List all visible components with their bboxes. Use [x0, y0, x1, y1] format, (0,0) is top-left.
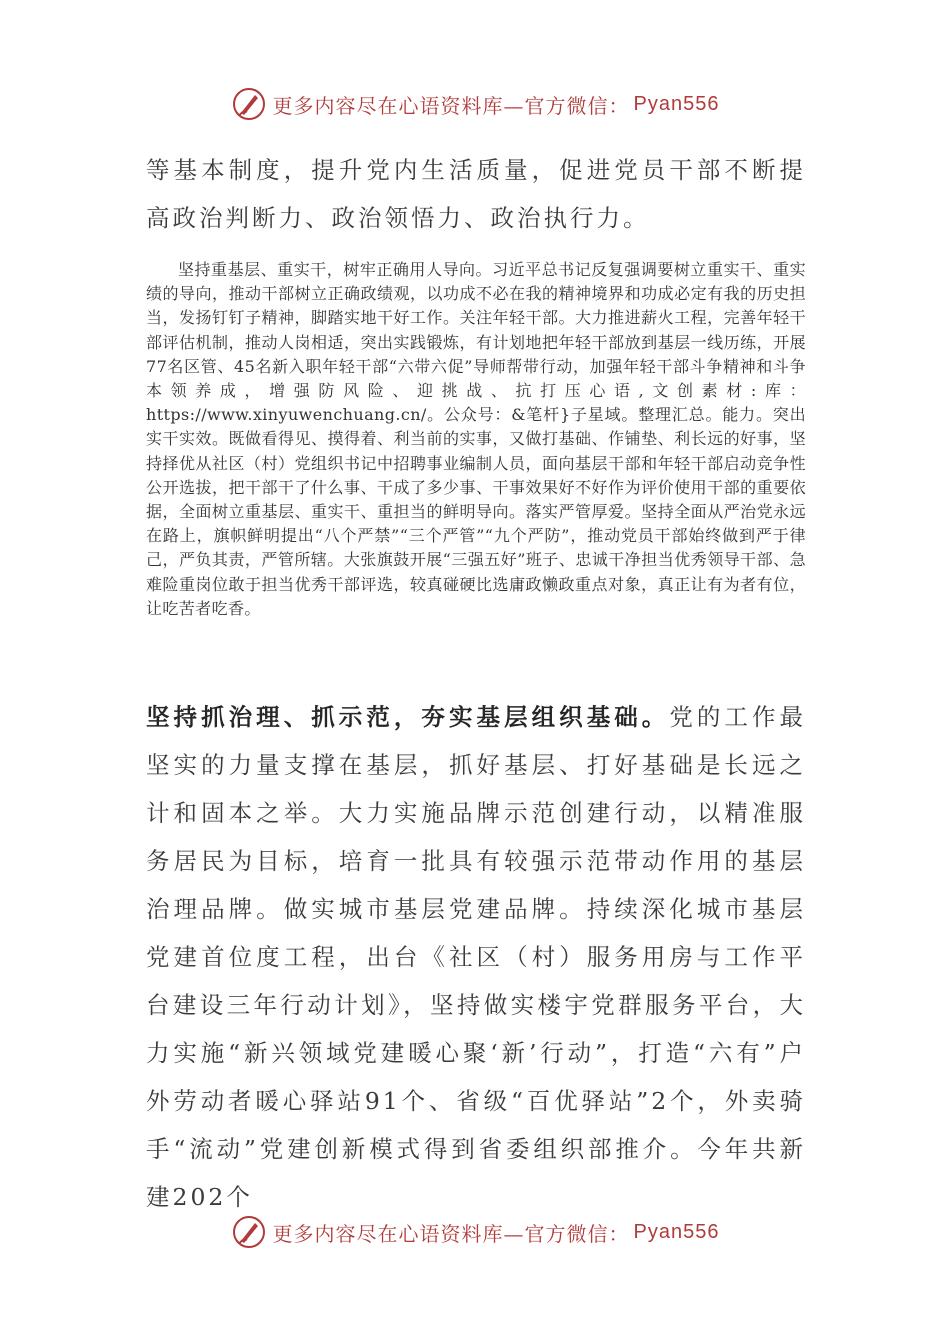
banner-wechat-id: Pyan556: [633, 92, 720, 115]
header-watermark-banner: [0, 84, 950, 124]
paragraph-lead-heading: 坚持抓治理、抓示范，夯实基层组织基础。: [146, 703, 670, 731]
banner-text: 更多内容尽在心语资料库—官方微信：: [272, 1221, 630, 1246]
banner-text: 更多内容尽在心语资料库—官方微信：: [272, 93, 630, 118]
paragraph-body: 党的工作最坚实的力量支撑在基层，抓好基层、打好基础是长远之计和固本之举。大力实施品牌示范创建行动，以精准服务居民为目标，培育一批具有较强示范带动作用的基层治理品牌。做实城市基层党建品牌。持续深化城市基层党建首位度工程，出台《社区（村）服务用房与工作平台建设三年行动计划》，坚持做实楼宇党群服务平台，大力实施“新兴领域党建暖心聚‘新’行动”，打造“六有”户外劳动者暖心驿站91个、省级“百优驿站”2个，外卖骑手“流动”党建创新模式得到省委组织部推介。今年共新建202个: [146, 703, 807, 1211]
paragraph-continuation: 等基本制度，提升党内生活质量，促进党员干部不断提高政治判断力、政治领悟力、政治执行力。: [146, 156, 806, 232]
paragraph-cadre-selection: 坚持重基层、重实干，树牢正确用人导向。习近平总书记反复强调要树立重实干、重实绩的导向，推动干部树立正确政绩观，以功成不必在我的精神境界和功成必定有我的历史担当，发扬钉钉子精神，脚踏实地干好工作。关注年轻干部。大力推进薪火工程，完善年轻干部评估机制，推动人岗相适，突出实践锻炼，有计划地把年轻干部放到基层一线历练，开展77名区管、45名新入职年轻干部“六带六促”导师帮带行动，加强年轻干部斗争精神和斗争本领养成，增强防风险、迎挑战、抗打压心语,文创素材:库：https://www.xinyuwenchuang.cn/。公众号：&笔杆}子星域。整理汇总。能力。突出实干实效。既做看得见、摸得着、利当前的实事，又做打基础、作铺垫、利长远的好事，坚持择优从社区（村）党组织书记中招聘事业编制人员，面向基层干部和年轻干部启动竞争性公开选拔，把干部干了什么事、干成了多少事、干事效果好不好作为评价使用干部的重要依据，全面树立重基层、重实干、重担当的鲜明导向。落实严管厚爱。坚持全面从严治党永远在路上，旗帜鲜明提出“八个严禁”“三个严管”“九个严防”，推动党员干部始终做到严于律己，严负其责，严管所辖。大张旗鼓开展“三强五好”班子、忠诚干净担当优秀领导干部、急难险重岗位敢于担当优秀干部评选，较真碰硬比选庸政懒政重点对象，真正让有为者有位，让吃苦者吃香。: [146, 260, 806, 618]
footer-watermark-banner: [0, 1212, 950, 1252]
banner-wechat-id: Pyan556: [633, 1220, 720, 1243]
paragraph-grassroots-governance: [146, 693, 807, 1211]
quill-pen-logo-icon: [231, 86, 267, 122]
quill-pen-logo-icon: [231, 1214, 267, 1250]
